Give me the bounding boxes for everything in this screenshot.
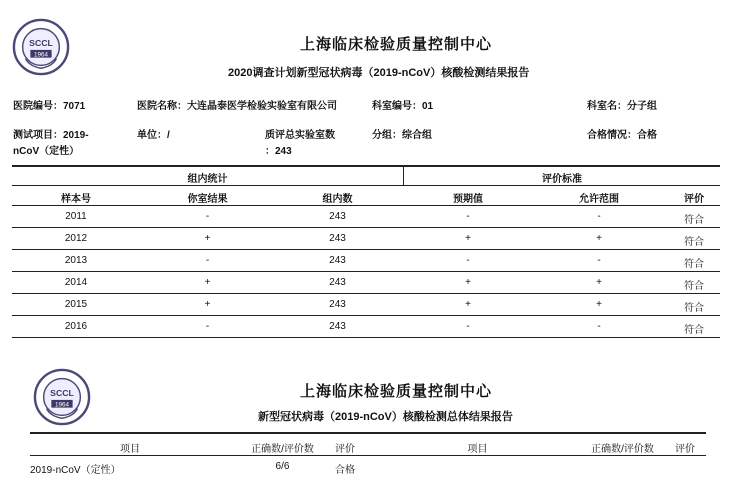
your-result-header: 你室结果 xyxy=(187,194,228,205)
report1-title: 上海临床检验质量控制中心 xyxy=(300,36,493,53)
sample-no-cell: 2014 xyxy=(64,277,88,288)
row-divider xyxy=(12,293,720,294)
evaluation-2-header: 评价 xyxy=(675,444,695,455)
table1-header-rule xyxy=(12,205,720,206)
your-result-cell: + xyxy=(204,233,211,244)
evaluation-cell: 符合 xyxy=(684,325,704,336)
test-item-line1: 测试项目：2019- xyxy=(13,130,89,141)
expected-value-cell: - xyxy=(466,211,470,222)
svg-text:1964: 1964 xyxy=(34,51,48,59)
expected-value-cell: + xyxy=(465,277,471,288)
report2-subtitle: 新型冠状病毒（2019-nCoV）核酸检测总体结果报告 xyxy=(258,411,513,423)
sccl-logo-2 xyxy=(33,368,91,426)
sccl-logo xyxy=(12,18,70,76)
evaluation-header: 评价 xyxy=(684,194,704,205)
evaluation-cell: 符合 xyxy=(684,237,704,248)
dept-name: 科室名：分子组 xyxy=(587,101,657,112)
row-divider xyxy=(12,337,720,338)
evaluation-cell: 符合 xyxy=(684,303,704,314)
expected-value-cell: + xyxy=(465,233,471,244)
evaluation-cell: 符合 xyxy=(684,281,704,292)
your-result-cell: - xyxy=(205,255,210,266)
item-header: 项目 xyxy=(120,444,140,455)
table2-top-rule xyxy=(30,432,706,434)
evaluation-cell: 符合 xyxy=(684,215,704,226)
table1-top-rule xyxy=(12,165,720,167)
table1-mid-rule xyxy=(12,185,720,186)
allowed-range-cell: - xyxy=(597,321,601,332)
evaluation-cell: 符合 xyxy=(684,259,704,270)
group-count-cell: 243 xyxy=(329,277,346,288)
expected-value-cell: - xyxy=(466,321,470,332)
criteria-header: 评价标准 xyxy=(542,174,582,185)
allowed-range-cell: + xyxy=(596,233,602,244)
row-divider xyxy=(12,227,720,228)
sample-no-cell: 2012 xyxy=(64,233,88,244)
evaluation-header: 评价 xyxy=(335,444,355,455)
allowed-range-cell: + xyxy=(596,277,602,288)
sample-no-header: 样本号 xyxy=(61,194,91,205)
item-2-header: 项目 xyxy=(467,444,488,455)
sample-no-cell: 2013 xyxy=(64,255,88,266)
item-cell: 2019-nCoV（定性） xyxy=(30,465,121,476)
your-result-cell: - xyxy=(205,321,210,332)
test-item-line2: nCoV（定性） xyxy=(13,146,80,157)
sample-no-cell: 2011 xyxy=(65,211,87,222)
allowed-range-header: 允许范围 xyxy=(579,194,619,205)
correct-count-cell: 6/6 xyxy=(275,461,290,472)
group-count-cell: 243 xyxy=(329,299,346,310)
pass-status: 合格情况：合格 xyxy=(587,130,657,141)
report2-title: 上海临床检验质量控制中心 xyxy=(300,383,493,400)
sample-no-cell: 2016 xyxy=(64,321,88,332)
total-labs-line2: ：243 xyxy=(265,146,292,157)
group-count-cell: 243 xyxy=(329,211,346,222)
group-count-cell: 243 xyxy=(329,233,346,244)
group: 分组：综合组 xyxy=(372,130,432,141)
unit: 单位：/ xyxy=(137,130,170,141)
evaluation-cell: 合格 xyxy=(335,465,355,476)
group-stats-header: 组内统计 xyxy=(187,174,228,185)
svg-text:1964: 1964 xyxy=(55,401,69,409)
sample-no-cell: 2015 xyxy=(64,299,88,310)
dept-code: 科室编号：01 xyxy=(372,101,434,112)
row-divider xyxy=(12,271,720,272)
your-result-cell: + xyxy=(204,277,211,288)
group-count-cell: 243 xyxy=(329,321,346,332)
expected-value-header: 预期值 xyxy=(453,194,483,205)
group-count-cell: 243 xyxy=(329,255,346,266)
group-count-header: 组内数 xyxy=(322,194,353,205)
correct-count-header: 正确数/评价数 xyxy=(251,444,314,455)
allowed-range-cell: - xyxy=(597,255,601,266)
report1-subtitle: 2020调查计划新型冠状病毒（2019-nCoV）核酸检测结果报告 xyxy=(228,67,530,79)
svg-text:SCCL: SCCL xyxy=(50,388,74,399)
allowed-range-cell: + xyxy=(596,299,602,310)
svg-text:SCCL: SCCL xyxy=(29,38,53,49)
expected-value-cell: + xyxy=(465,299,471,310)
allowed-range-cell: - xyxy=(597,211,601,222)
your-result-cell: - xyxy=(205,211,210,222)
your-result-cell: + xyxy=(204,299,211,310)
total-labs-line1: 质评总实验室数 xyxy=(265,130,335,141)
row-divider xyxy=(12,249,720,250)
correct-count-2-header: 正确数/评价数 xyxy=(591,444,654,455)
expected-value-cell: - xyxy=(466,255,470,266)
hospital-code: 医院编号：7071 xyxy=(13,101,86,112)
hospital-name: 医院名称：大连晶泰医学检验实验室有限公司 xyxy=(137,101,337,112)
table2-header-rule xyxy=(30,455,706,456)
row-divider xyxy=(12,315,720,316)
